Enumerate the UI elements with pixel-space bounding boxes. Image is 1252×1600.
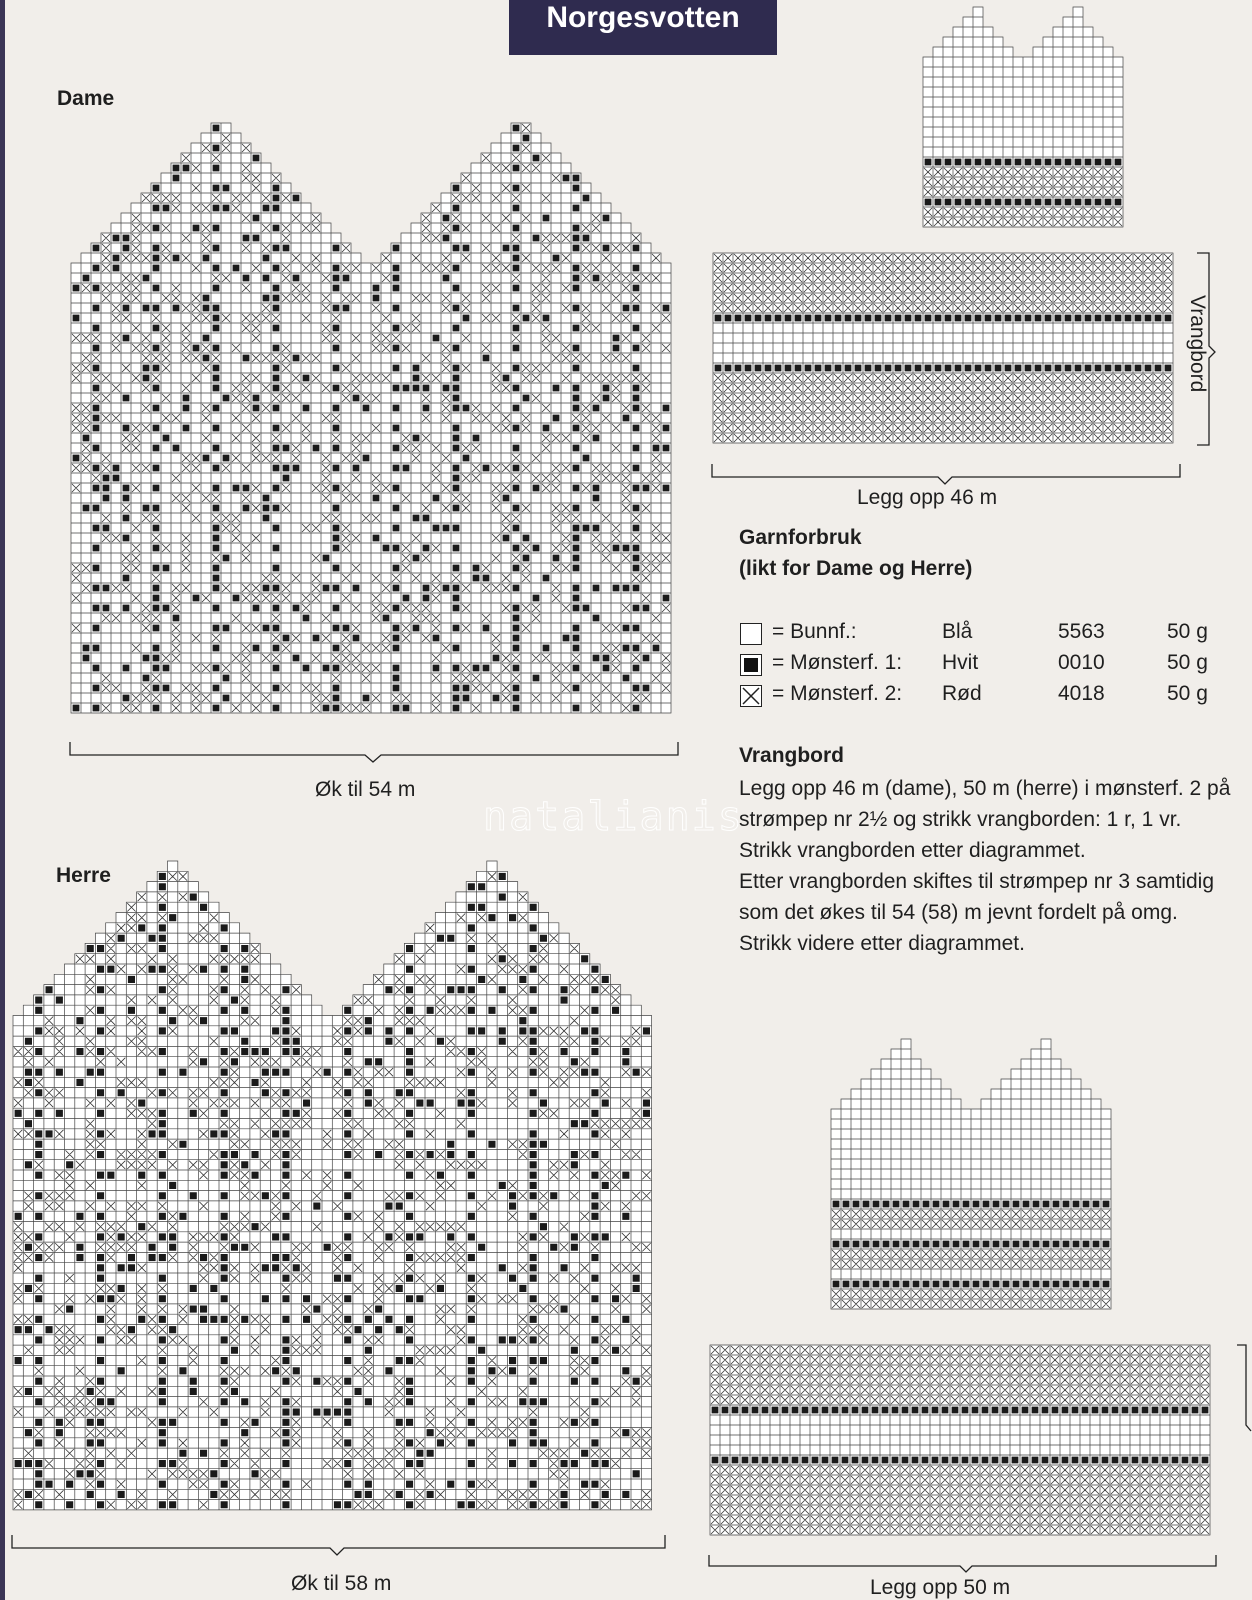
herre-increase-caption: Øk til 58 m bbox=[291, 1572, 392, 1595]
yarn-code: 5563 bbox=[1058, 620, 1105, 643]
empty-square-icon bbox=[740, 623, 762, 645]
yarn-amount: 50 g bbox=[1167, 682, 1208, 705]
yarn-name: = Mønsterf. 1: bbox=[772, 651, 903, 674]
yarn-row-pattern2 bbox=[740, 682, 1220, 710]
yarn-code: 0010 bbox=[1058, 651, 1105, 674]
yarn-subheading: (likt for Dame og Herre) bbox=[739, 557, 973, 580]
yarn-row-pattern1 bbox=[740, 651, 1220, 679]
dame-increase-caption: Øk til 54 m bbox=[315, 778, 416, 801]
yarn-amount: 50 g bbox=[1167, 651, 1208, 674]
instruction-paragraph: Legg opp 46 m (dame), 50 m (herre) i mønsterf. 2 på strømpep nr 2½ og strikk vrangborden: 1 r, 1 vr. bbox=[739, 777, 1231, 831]
yarn-name: = Bunnf.: bbox=[772, 620, 857, 643]
instructions-body bbox=[739, 773, 1244, 959]
yarn-color: Rød bbox=[942, 682, 982, 705]
filled-square-icon bbox=[740, 654, 762, 676]
cross-square-icon bbox=[740, 685, 762, 707]
instruction-paragraph: Etter vrangborden skiftes til strømpep nr 3 samtidig som det økes til 54 (58) m jevnt fordelt på omg. bbox=[739, 870, 1215, 924]
yarn-row-base bbox=[740, 620, 1220, 648]
yarn-heading: Garnforbruk bbox=[739, 526, 862, 549]
yarn-color: Hvit bbox=[942, 651, 979, 674]
herre-cuff-caption: Legg opp 50 m bbox=[870, 1576, 1011, 1599]
watermark-text: natalianis bbox=[483, 794, 744, 840]
dame-cuff-caption: Legg opp 46 m bbox=[857, 486, 998, 509]
instruction-paragraph: Strikk videre etter diagrammet. bbox=[739, 932, 1025, 955]
yarn-name: = Mønsterf. 2: bbox=[772, 682, 903, 705]
yarn-color: Blå bbox=[942, 620, 973, 643]
cuff-side-label: Vrangbord bbox=[1186, 295, 1209, 393]
instruction-paragraph: Strikk vrangborden etter diagrammet. bbox=[739, 839, 1086, 862]
yarn-amount: 50 g bbox=[1167, 620, 1208, 643]
page-title: Norgesvotten bbox=[546, 1, 740, 34]
herre-label: Herre bbox=[56, 864, 111, 887]
instructions-heading: Vrangbord bbox=[739, 744, 845, 767]
yarn-code: 4018 bbox=[1058, 682, 1105, 705]
dame-label: Dame bbox=[57, 87, 115, 110]
